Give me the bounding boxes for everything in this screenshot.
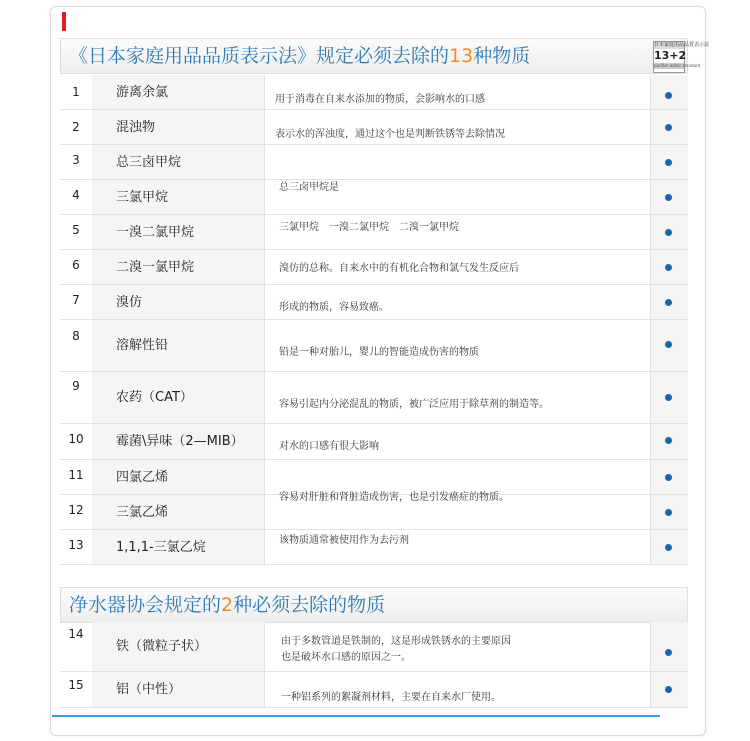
bullet-dot-icon: [665, 474, 672, 481]
bullet-dot-icon: [665, 394, 672, 401]
bullet-dot-icon: [665, 124, 672, 131]
substance-name: 二溴一氯甲烷: [92, 250, 264, 284]
substance-name: 溴仿: [92, 285, 264, 319]
row-number: 7: [72, 293, 80, 307]
bullet-dot-icon: [665, 264, 672, 271]
bullet-dot-icon: [665, 229, 672, 236]
section1-title-post: 种物质: [473, 45, 531, 67]
substance-name: 混浊物: [92, 110, 264, 144]
section2-title-count: 2: [221, 594, 234, 616]
desc-15: 一种铝系列的絮凝剂材料，主要在自来水厂使用。: [281, 692, 501, 703]
bullet-cell: [650, 622, 688, 671]
bullet-dot-icon: [665, 341, 672, 348]
bullet-cell: [650, 424, 688, 459]
row-number: 2: [72, 120, 80, 134]
bullet-cell: [650, 285, 688, 319]
desc-9: 容易引起内分泌混乱的物质，被广泛应用于除草剂的制造等。: [279, 399, 549, 410]
section2-title: [60, 587, 688, 623]
substance-name: 铝（中性）: [92, 672, 264, 707]
desc-10: 对水的口感有很大影响: [279, 441, 379, 452]
substance-name: 溶解性铅: [92, 320, 264, 371]
column-divider: [650, 75, 651, 565]
bullet-cell: [650, 372, 688, 423]
column-divider: [264, 75, 265, 565]
row-number: 14: [68, 627, 84, 641]
desc-14-line2: 也是破坏水口感的原因之一。: [281, 652, 411, 663]
substance-name: 1,1,1-三氯乙烷: [92, 530, 264, 564]
section2-title-pre: 净水器协会规定的: [69, 594, 222, 616]
section1-title-pre: 《日本家庭用品品质表示法》规定必须去除的: [69, 45, 450, 67]
accent-red-bar: [62, 12, 66, 31]
table-row: [60, 180, 688, 215]
desc-8: 铅是一种对胎儿，婴儿的智能造成伤害的物质: [279, 347, 479, 358]
desc-3-line4: 形成的物质，容易致癌。: [279, 302, 389, 313]
bullet-cell: [650, 215, 688, 249]
bullet-cell: [650, 495, 688, 529]
desc-3-line2: 三氯甲烷 一溴二氯甲烷 二溴一氯甲烷: [279, 222, 459, 233]
substance-name: 三氯乙烯: [92, 495, 264, 529]
column-divider: [264, 622, 265, 708]
row-number: 6: [72, 258, 80, 272]
table-row: [60, 622, 688, 672]
substance-name: 四氯乙烯: [92, 460, 264, 494]
row-number: 9: [72, 379, 80, 393]
row-number: 1: [72, 85, 80, 99]
row-number: 5: [72, 223, 80, 237]
substance-name: 一溴二氯甲烷: [92, 215, 264, 249]
substance-name: 铁（微粒子状）: [92, 622, 264, 671]
bullet-cell: [650, 460, 688, 494]
bullet-dot-icon: [665, 159, 672, 166]
bullet-cell: [650, 75, 688, 109]
desc-1: 用于消毒在自来水添加的物质，会影响水的口感: [275, 94, 485, 105]
substance-name: 霉菌\异味（2—MIB）: [92, 424, 264, 459]
bullet-cell: [650, 250, 688, 284]
badge-bottom-text: purifier water standard: [654, 63, 701, 68]
row-number: 12: [68, 503, 84, 517]
bullet-dot-icon: [665, 92, 672, 99]
desc-11-line1: 容易对肝脏和肾脏造成伤害，也是引发癌症的物质。: [279, 492, 509, 503]
bullet-dot-icon: [665, 686, 672, 693]
badge-number: 13+2: [654, 49, 687, 62]
bullet-dot-icon: [665, 544, 672, 551]
column-divider: [650, 622, 651, 708]
section1-title-count: 13: [449, 45, 474, 67]
row-number: 3: [72, 153, 80, 167]
desc-2: 表示水的浑浊度，通过这个也是判断铁锈等去除情况: [275, 129, 505, 140]
row-number: 11: [68, 468, 84, 482]
desc-14-line1: 由于多数管道是铁制的，这是形成铁锈水的主要原因: [281, 636, 511, 647]
bullet-cell: [650, 672, 688, 707]
substance-name: 游离余氯: [92, 75, 264, 109]
desc-3-line1: 总三卤甲烷是: [279, 182, 339, 193]
section1-title: [60, 38, 710, 74]
row-number: 4: [72, 188, 80, 202]
row-number: 13: [68, 538, 84, 552]
bullet-cell: [650, 320, 688, 371]
desc-3-line3: 溴仿的总称。自来水中的有机化合物和氯气发生反应后: [279, 263, 519, 274]
substance-name: 总三卤甲烷: [92, 145, 264, 179]
substance-name: 农药（CAT）: [92, 372, 264, 423]
bullet-cell: [650, 145, 688, 179]
bullet-dot-icon: [665, 649, 672, 656]
desc-11-line2: 该物质通常被使用作为去污剂: [279, 535, 409, 546]
row-number: 8: [72, 329, 80, 343]
standard-badge-icon: [653, 41, 710, 73]
bullet-dot-icon: [665, 437, 672, 444]
section2-title-post: 种必须去除的物质: [233, 594, 386, 616]
bullet-dot-icon: [665, 509, 672, 516]
bullet-cell: [650, 180, 688, 214]
row-number: 15: [68, 678, 84, 692]
bullet-cell: [650, 110, 688, 144]
bullet-dot-icon: [665, 194, 672, 201]
row-number: 10: [68, 432, 84, 446]
substance-name: 三氯甲烷: [92, 180, 264, 214]
table-row: [60, 145, 688, 180]
badge-top-text: 日本家庭用品品質表示法: [654, 42, 710, 48]
bottom-accent-line: [52, 715, 660, 717]
bullet-dot-icon: [665, 299, 672, 306]
bullet-cell: [650, 530, 688, 564]
